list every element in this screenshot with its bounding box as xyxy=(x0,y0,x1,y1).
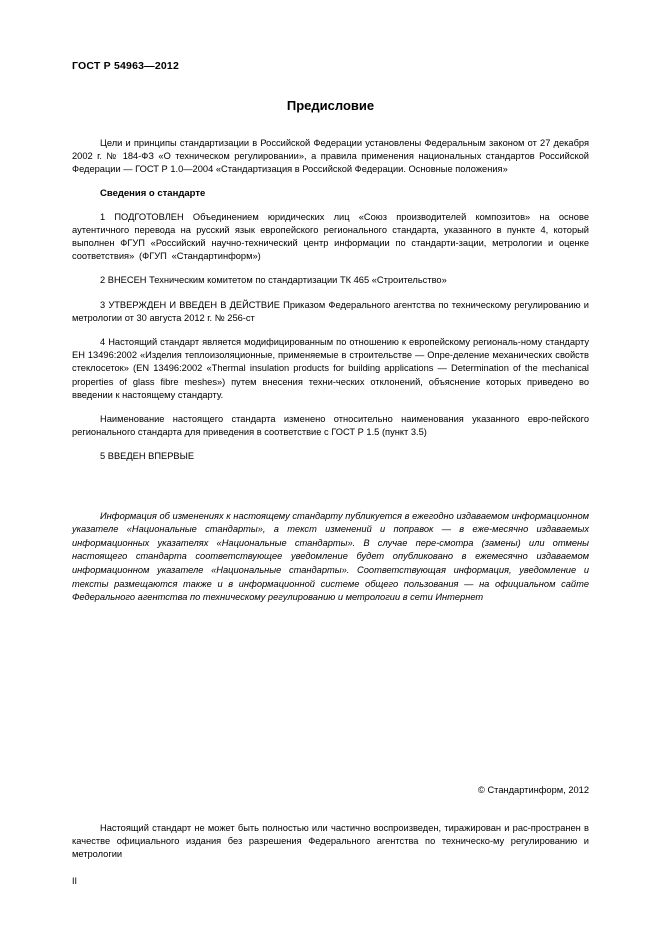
page-title: Предисловие xyxy=(286,98,375,113)
clause-4-continuation: Наименование настоящего стандарта изменено относительно наименования указанного евро-пейского регионального стандарта для приведения в соответствие с ГОСТ Р 1.5 (пункт 3.5) xyxy=(72,414,589,438)
change-notice: Информация об изменениях к настоящему стандарту публикуется в ежегодно издаваемом информационном указателе «Национальные стандарты», а текст изменений и поправок — в еже-месячно издаваемых информационных указателях «Национальные стандарты». В случае пере-смотра (замены) или отмены настоящего стандарта соответствующее уведомление будет опубликовано в ежемесячно издаваемом информационном указателе «Национальные стандарты». Соответствующая информация, уведомление и тексты размещаются также и в информационной системе общего пользования — на официальном сайте Федерального агентства по техническому регулированию и метрологии в сети Интернет xyxy=(72,510,589,603)
clause-3: 3 УТВЕРЖДЕН И ВВЕДЕН В ДЕЙСТВИЕ Приказом Федерального агентства по техническому регулированию и метрологии от 30 августа 2012 г. № 256-ст xyxy=(72,299,589,323)
document-header: ГОСТ Р 54963—2012 xyxy=(72,60,180,72)
clause-1: 1 ПОДГОТОВЛЕН Объединением юридических лиц «Союз производителей композитов» на основе аутентичного перевода на русский язык европейского регионального стандарта, указанного в пункте 4, который выполнен ФГУП «Российский научно-технический центр информации по стандарти-зации, метрологии и оценке соответствия» (ФГУП «Стандартинформ») xyxy=(72,211,589,262)
copyright-line: © Стандартинформ, 2012 xyxy=(478,785,589,795)
section-subheading: Сведения о стандарте xyxy=(100,187,206,199)
clause-2: 2 ВНЕСЕН Техническим комитетом по стандартизации ТК 465 «Строительство» xyxy=(100,275,447,286)
clause-5: 5 ВВЕДЕН ВПЕРВЫЕ xyxy=(100,451,195,462)
page-number: II xyxy=(72,876,78,886)
clause-4: 4 Настоящий стандарт является модифицированным по отношению к европейскому региональ-ному стандарту ЕН 13496:2002 «Изделия теплоизоляционные, применяемые в строительстве — Опре-деление механических свойств стеклосеток» (EN 13496:2002 «Thermal insulation products for building applications — Determination of the mechanical properties of glass fibre meshes») путем внесения техни-ческих отклонений, объяснение которых приведено во введении к настоящему стандарту. xyxy=(72,337,589,400)
reproduction-note: Настоящий стандарт не может быть полностью или частично воспроизведен, тиражирован и рас-пространен в качестве официального издания без разрешения Федерального агентства по техническо-му регулированию и метрологии xyxy=(72,823,589,860)
intro-paragraph: Цели и принципы стандартизации в Российской Федерации установлены Федеральным законом от 27 декабря 2002 г. № 184-ФЗ «О техническом регулировании», а правила применения национальных стандартов Российской Федерации — ГОСТ Р 1.0—2004 «Стандартизация в Российской Федерации. Основные положения» xyxy=(72,138,589,175)
